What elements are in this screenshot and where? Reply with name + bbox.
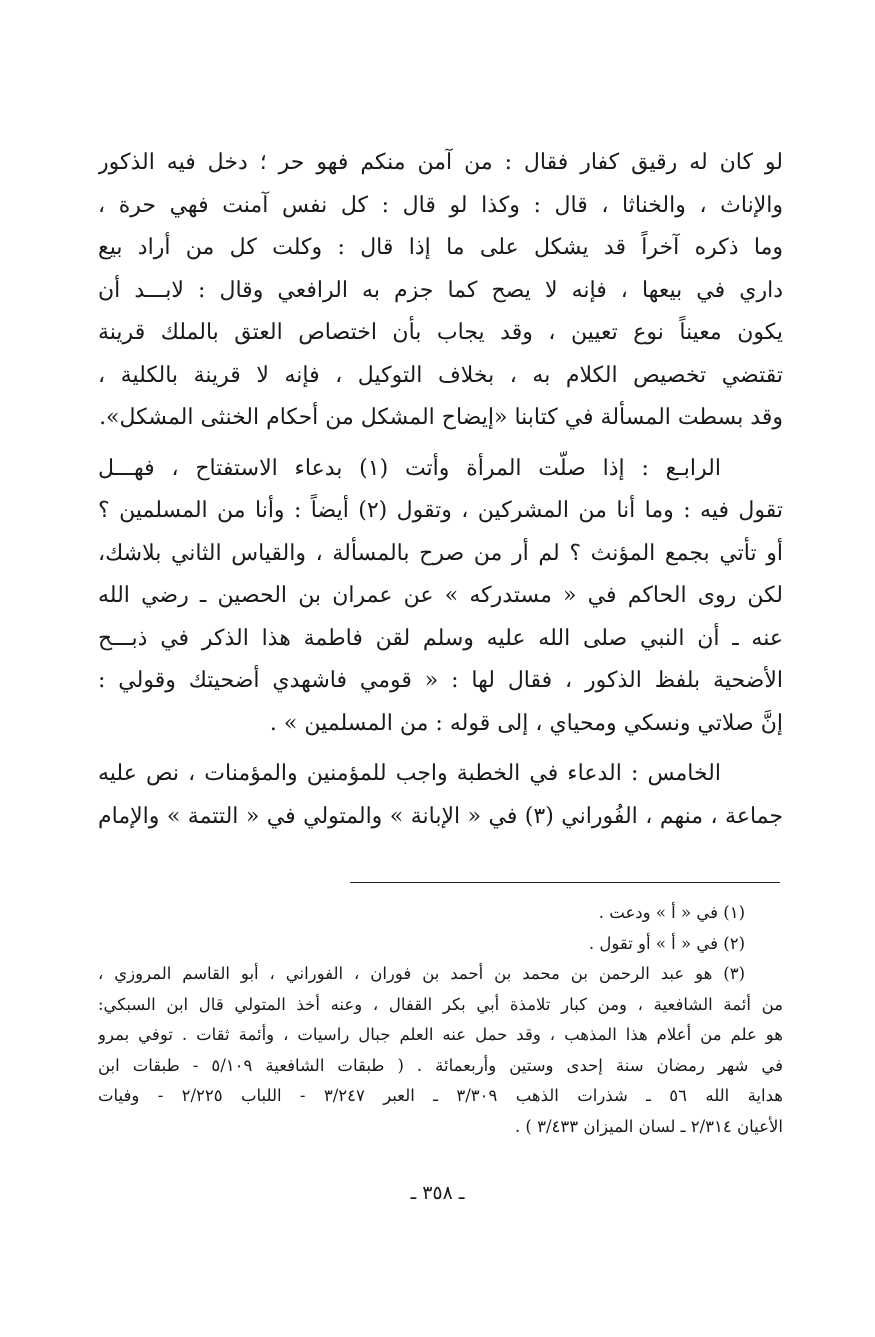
footnote-3-line: هو علم من أعلام هذا المذهب ، وقد حمل عنه العلم جبال راسيات ، وأئمة ثقات . توفي بمرو [98, 1025, 783, 1044]
page-number: ـ ٣٥٨ ـ [410, 1182, 465, 1204]
text-line: لكن روى الحاكم في « مستدركه » عن عمران بن الحصين ـ رضي الله [98, 583, 783, 608]
text-line: أو تأتي بجمع المؤنث ؟ لم أر من صرح بالمسألة ، والقياس الثاني بلاشك، [98, 540, 783, 566]
text-line: عنه ـ أن النبي صلى الله عليه وسلم لقن فاطمة هذا الذكر في ذبـــح [98, 625, 783, 651]
text-line: تقول فيه : وما أنا من المشركين ، وتقول (٢) أيضاً : وأنا من المسلمين ؟ [98, 498, 783, 523]
footnote-divider [350, 882, 780, 883]
paragraph-3 [98, 753, 783, 838]
text-line: إنَّ صلاتي ونسكي ومحياي ، إلى قوله : من المسلمين » . [269, 710, 783, 736]
text-line: يكون معيناً نوع تعيين ، وقد يجاب بأن اختصاص العتق بالملك قرينة [98, 320, 783, 345]
text-line: والإناث ، والخناثا ، قال : وكذا لو قال : كل نفس آمنت فهي حرة ، [98, 192, 783, 218]
footnote-3-line: من أئمة الشافعية ، ومن كبار تلامذة أبي بكر القفال ، وعنه أخذ المتولي قال ابن السبكي: [98, 994, 783, 1014]
footnotes [98, 898, 783, 1142]
main-text [98, 142, 783, 838]
footnote-3-line: هداية الله ٥٦ ـ شذرات الذهب ٣/٣٠٩ ـ العبر ٣/٢٤٧ - اللباب ٢/٢٢٥ - وفيات [98, 1086, 783, 1105]
text-line: وما ذكره آخراً قد يشكل على ما إذا قال : وكلت كل من أراد بيع [98, 235, 783, 260]
footnote-2: (٢) في « أ » أو تقول . [588, 933, 745, 953]
footnote-3-line: (٣) هو عبد الرحمن بن محمد بن أحمد بن فوران ، الفوراني ، أبو القاسم المروزي ، [98, 964, 745, 983]
text-line: الرابـع : إذا صلّت المرأة وأتت (١) بدعاء الاستفتاح ، فهـــل [98, 455, 721, 481]
text-line: الأضحية بلفظ الذكور ، فقال لها : « قومي فاشهدي أضحيتك وقولي : [98, 668, 783, 693]
text-line: لو كان له رقيق كفار فقال : من آمن منكم فهو حر ؛ دخل فيه الذكور [98, 150, 783, 175]
footnote-1: (١) في « أ » ودعت . [598, 903, 745, 922]
paragraph-2 [98, 448, 783, 746]
text-line: وقد بسطت المسألة في كتابنا «إيضاح المشكل من أحكام الخنثى المشكل». [99, 405, 783, 430]
text-line: داري في بيعها ، فإنه لا يصح كما جزم به الرافعي وقال : لابـــد أن [98, 277, 783, 303]
footnote-3-line: الأعيان ٢/٣١٤ ـ لسان الميزان ٣/٤٣٣ ) . [514, 1116, 783, 1136]
text-line: الخامس : الدعاء في الخطبة واجب للمؤمنين والمؤمنات ، نص عليه [98, 761, 721, 786]
footnote-3-line: في شهر رمضان سنة إحدى وستين وأربعمائة . ( طبقات الشافعية ٥/١٠٩ - طبقات ابن [98, 1055, 783, 1075]
paragraph-1 [98, 142, 783, 440]
text-line: جماعة ، منهم ، الفُوراني (٣) في « الإبانة » والمتولي في « التتمة » والإمام [98, 803, 783, 829]
text-line: تقتضي تخصيص الكلام به ، بخلاف التوكيل ، فإنه لا قرينة بالكلية ، [98, 362, 783, 388]
